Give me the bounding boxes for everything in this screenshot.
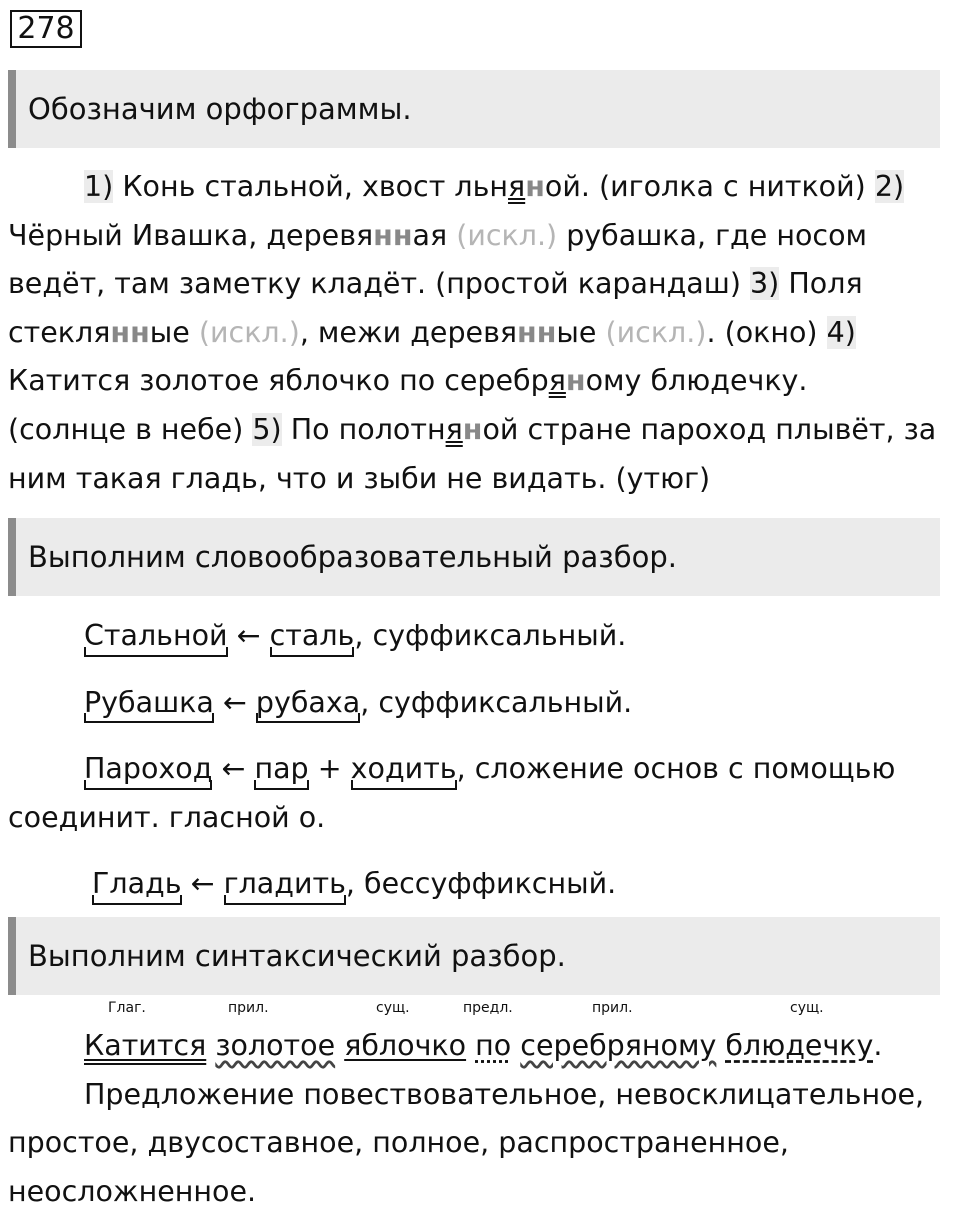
wf-line-4	[8, 860, 953, 909]
riddle-number-5: 5)	[252, 412, 282, 446]
attribute: серебряному	[520, 1029, 717, 1062]
wf-line-2	[8, 679, 953, 728]
pos-label: прил.	[592, 1000, 633, 1016]
header-syntax: Выполним синтаксический разбор.	[8, 917, 940, 995]
source-word: пар	[254, 745, 308, 794]
spelling-letters: нн	[517, 315, 557, 349]
riddle-text: Чёрный Ивашка, деревя	[8, 218, 374, 252]
plus-sign: +	[317, 752, 342, 786]
riddle-text: ведёт, там заметку кладёт. (простой карандаш)	[8, 267, 741, 301]
preposition: по	[475, 1029, 512, 1062]
syntax-block	[8, 1022, 953, 1216]
attribute: золотое	[215, 1029, 336, 1062]
part-of-speech-labels	[0, 1000, 960, 1020]
riddle-line-7	[8, 455, 953, 504]
derived-word: Рубашка	[84, 679, 214, 728]
predicate: Катится	[84, 1029, 207, 1062]
formation-type: , сложение основ с помощью	[456, 752, 896, 786]
riddle-number-1: 1)	[84, 170, 114, 203]
source-word: рубаха	[256, 679, 360, 728]
riddle-line-3	[8, 260, 953, 309]
arrow-icon: ←	[190, 867, 215, 901]
subject: яблочко	[344, 1029, 467, 1062]
riddle-line-2	[8, 212, 953, 261]
riddle-text: ому блюдечку.	[585, 364, 808, 398]
exception-note: (искл.)	[456, 218, 558, 252]
spelling-letter: я	[445, 412, 463, 446]
derived-word: Гладь	[92, 860, 182, 909]
derived-word: Пароход	[84, 745, 212, 794]
riddle-text: ые	[556, 315, 597, 349]
riddle-text: Катится золотое яблочко по серебр	[8, 364, 549, 398]
riddle-text: (солнце в небе)	[8, 412, 244, 446]
pos-label: предл.	[463, 1000, 513, 1016]
formation-type: , суффиксальный.	[354, 619, 627, 652]
riddle-text: ним такая гладь, что и зыби не видать. (утюг)	[8, 461, 711, 495]
pos-label: сущ.	[376, 1000, 410, 1016]
arrow-icon: ←	[222, 685, 247, 719]
syntax-desc-3	[8, 1168, 953, 1217]
wordformation-block	[8, 612, 953, 909]
riddle-text: Поля	[788, 267, 863, 301]
riddle-text: По полотн	[290, 412, 446, 446]
spelling-letter: н	[565, 364, 586, 398]
source-word: сталь	[270, 612, 355, 661]
spelling-letter: н	[525, 170, 545, 203]
source-word: гладить	[224, 860, 346, 909]
riddle-text: ой. (иголка с ниткой)	[544, 170, 866, 203]
sentence-description: неосложненное.	[8, 1174, 257, 1208]
sentence-description: Предложение повествовательное, невосклицательное,	[84, 1077, 925, 1111]
formation-type: соединит. гласной о.	[8, 800, 326, 834]
syntax-desc-2	[8, 1119, 953, 1168]
arrow-icon: ←	[236, 619, 261, 652]
header-spelling: Обозначим орфограммы.	[8, 70, 940, 148]
wf-line-3b	[8, 794, 953, 843]
riddle-number-3: 3)	[750, 267, 780, 301]
exercise-number: 278	[10, 10, 82, 48]
riddle-text: . (окно)	[706, 315, 818, 349]
formation-type: , бессуффиксный.	[345, 867, 617, 901]
pos-label: сущ.	[790, 1000, 824, 1016]
riddle-line-1	[8, 163, 953, 212]
riddles-text	[8, 163, 953, 503]
riddle-number-2: 2)	[874, 170, 905, 203]
sentence-end: .	[873, 1029, 883, 1062]
riddle-text: стекля	[8, 315, 111, 349]
riddle-text: ая	[412, 218, 448, 252]
riddle-line-4	[8, 309, 953, 358]
spelling-letter: я	[508, 170, 526, 203]
formation-type: , суффиксальный.	[360, 685, 633, 719]
wf-line-3	[8, 745, 953, 794]
wf-line-1	[8, 612, 953, 661]
riddle-text: ой стране пароход плывёт, за	[482, 412, 937, 446]
riddle-line-6	[8, 406, 953, 455]
pos-label: Глаг.	[108, 1000, 146, 1016]
source-word: ходить	[351, 745, 457, 794]
riddle-text: Конь стальной, хвост льн	[122, 170, 509, 203]
riddle-line-5	[8, 357, 953, 406]
exception-note: (искл.)	[198, 315, 300, 349]
riddle-text: , межи деревя	[299, 315, 518, 349]
derived-word: Стальной	[84, 612, 228, 661]
spelling-letters: нн	[373, 218, 413, 252]
exception-note: (искл.)	[605, 315, 707, 349]
riddle-text: рубашка, где носом	[566, 218, 868, 252]
riddle-text: ые	[149, 315, 190, 349]
object: блюдечку	[725, 1029, 874, 1062]
riddle-number-4: 4)	[826, 315, 856, 349]
arrow-icon: ←	[221, 752, 246, 786]
spelling-letter: н	[462, 412, 483, 446]
pos-label: прил.	[228, 1000, 269, 1016]
syntax-desc-1	[8, 1071, 953, 1120]
spelling-letter: я	[548, 364, 566, 398]
syntax-sentence	[8, 1022, 953, 1071]
sentence-description: простое, двусоставное, полное, распространенное,	[8, 1126, 789, 1160]
spelling-letters: нн	[110, 315, 150, 349]
header-wordformation: Выполним словообразовательный разбор.	[8, 518, 940, 596]
